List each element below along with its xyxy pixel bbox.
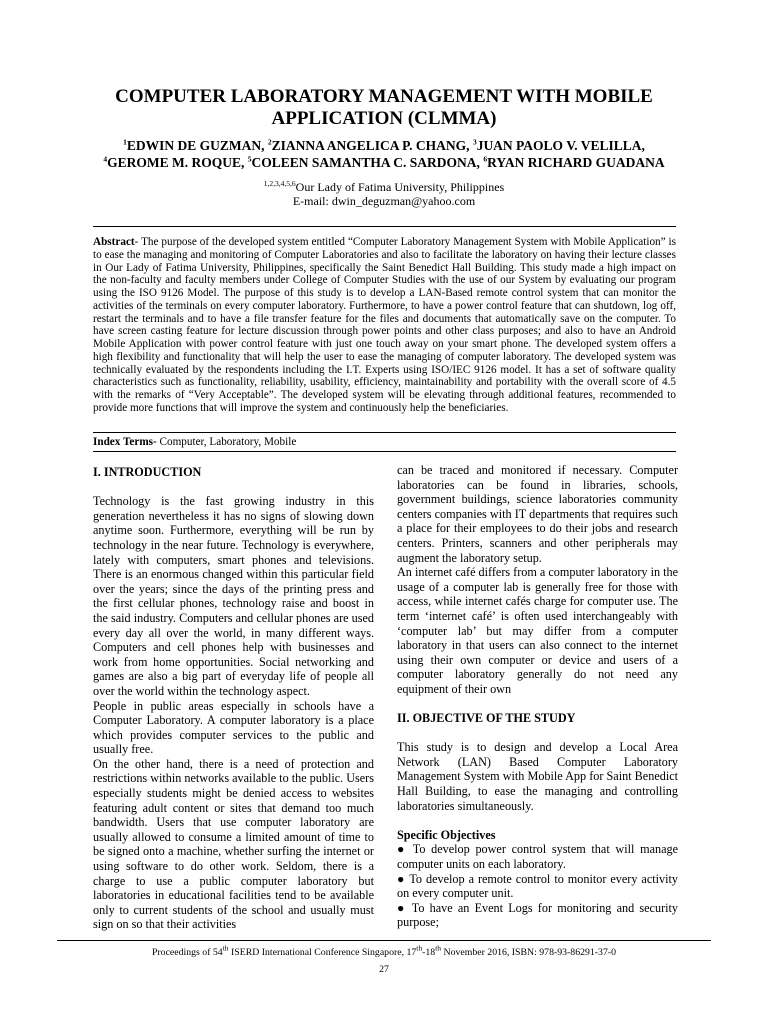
title-line-2: APPLICATION (CLMMA) xyxy=(271,108,497,129)
objective-bullet-2-text: To develop a remote control to monitor every activity on every computer unit. xyxy=(397,871,678,901)
index-terms-label: Index Terms- xyxy=(93,436,157,448)
author-1-name: EDWIN DE GUZMAN, xyxy=(126,138,268,153)
affiliation-block xyxy=(90,180,678,208)
abstract-top-rule xyxy=(93,226,676,227)
author-4-index: 4 xyxy=(103,154,108,164)
abstract xyxy=(93,236,676,415)
proceedings-footer: Proceedings of 54th ISERD International Conference Singapore, 17th-18th November 2016, ISBN: 978-93-86291-37-0 xyxy=(151,943,617,958)
index-terms-bottom-rule xyxy=(93,451,676,452)
affiliation-line xyxy=(90,180,678,194)
objective-bullet-3-text: To have an Event Logs for monitoring and security purpose; xyxy=(397,900,678,930)
author-2-name: ZIANNA ANGELICA P. CHANG, xyxy=(271,138,473,153)
right-column xyxy=(397,463,678,930)
page-number: 27 xyxy=(379,964,389,975)
objective-paragraph: This study is to design and develop a Local Area Network (LAN) Based Computer Laboratory Management System with Mobile App for Saint Benedict Hall Building, to ease the managing and controlling laboratories simultaneously. xyxy=(397,740,678,813)
section-1-heading: I. INTRODUCTION xyxy=(93,465,202,479)
author-3-name: JUAN PAOLO V. VELILLA, xyxy=(476,138,645,153)
author-6-name: RYAN RICHARD GUADANA xyxy=(487,155,665,170)
author-4-name: GEROME M. ROQUE, xyxy=(107,155,248,170)
affiliation-index: 1,2,3,4,5,6 xyxy=(263,179,296,188)
author-email: E-mail: dwin_deguzman@yahoo.com xyxy=(292,194,476,208)
intro-paragraph-3 xyxy=(93,757,374,932)
objective-bullet-1-text: To develop power control system that will manage computer units on each laboratory. xyxy=(397,842,678,872)
intro-paragraph-1: Technology is the fast growing industry in this generation nevertheless it has no signs of slowing down anytime soon. Furthermore, everything will be run by technology in the near future. Technology is everywhere, lately with computers, smart phones and televisions. There is an enormous changed within this particular field over the years; since the days of the printing press and the first cellular phones, technology raise and boost in the said industry. Computers and cellular phones are used every day all over the world, in many different ways. Computers and cell phones help with businesses and work from home opportunities. Social networking and games are also a big part of everyday life of people all over the world within the technology aspect. xyxy=(93,494,374,698)
affiliation-name: Our Lady of Fatima University, Philippines xyxy=(295,180,505,194)
bullet-icon: ● xyxy=(397,871,406,886)
abstract-text: - The purpose of the developed system entitled “Computer Laboratory Management System with Mobile Application” is to ease the managing and monitoring of Computer Laboratories and also to facilitate the laboratory on having their lecture classes in Our Lady of Fatima University, Philippines, specifically the Saint Benedict Hall Building. This study made a high impact on the non-faculty and faculty members under College of Computer Studies with the use of our System by evaluating our program using the ISO 9126 Model. The purpose of this study is to develop a LAN-Based remote control system that can monitor the activities of the terminals on every computer laboratory. Furthermore, to have a power control feature that can shutdown, log off, restart the terminals and to have a file transfer feature for the files and documents that automatically save on the computer. To have screen casting feature for lecture discussion through power points and other class purposes; and also to have an Android Mobile Application with power control feature with just one touch away on your smart phone. The developed system offers a high flexibility and functionality that will help the user to ease the managing of computer laboratory. The developed system was technically evaluated by the respondents including the I.T. Experts using ISO/IEC 9126 model. It has a set of software quality characteristics such as functionality, reliability, usability, efficiency, maintainability and portability with the overall score of 4.5 with the remarks of “Very Acceptable”. The developed system will be elevating through additional features, recommended to provide more functions that will improve the system and continuously help the beneficiaries. xyxy=(93,236,676,414)
footer-rule xyxy=(57,940,711,941)
bullet-icon: ● xyxy=(397,842,408,857)
author-5-index: 5 xyxy=(247,154,252,164)
abstract-label: Abstract xyxy=(93,236,135,248)
specific-objectives-heading: Specific Objectives xyxy=(397,827,496,842)
objective-bullet-3 xyxy=(397,901,678,930)
bullet-icon: ● xyxy=(397,900,407,915)
section-2-heading: II. OBJECTIVE OF THE STUDY xyxy=(397,711,576,726)
objective-bullet-2 xyxy=(397,872,678,901)
index-terms-text: Computer, Laboratory, Mobile xyxy=(156,436,297,448)
intro-paragraph-3-continued: can be traced and monitored if necessary. Computer laboratories can be found in libraries, schools, government buildings, science laboratories community centers companies with IT departments that requires such a place for their employees to do their jobs and research centers. Printers, scanners and other peripherals may augment the laboratory setup. xyxy=(397,463,678,565)
title-line-1: COMPUTER LABORATORY MANAGEMENT WITH MOBILE xyxy=(115,86,653,107)
author-5-name: COLEEN SAMANTHA C. SARDONA, xyxy=(251,155,484,170)
index-terms-top-rule xyxy=(93,432,676,433)
objective-bullet-1 xyxy=(397,842,678,871)
left-column xyxy=(93,465,374,932)
author-1-index: 1 xyxy=(123,137,127,147)
index-terms xyxy=(93,436,676,449)
paper-title xyxy=(90,86,678,130)
intro-paragraph-3-text: On the other hand, there is a need of protection and restrictions within networks available to the public. Users especially students might be denied access to websites featuring adult content or sites that demand too much bandwidth. Users that use computer laboratory are usually allowed to consume a limited amount of time to be signed onto a machine, whether surfing the internet or using software to do other work. Seldom, there is a charge to use a public computer laboratory but laboratories in educational facilities tend to be available only to current students of the school and usually must sign on so that their activities xyxy=(93,756,374,932)
author-6-index: 6 xyxy=(483,154,488,164)
intro-paragraph-4: An internet café differs from a computer laboratory in the usage of a computer lab is generally free for those with access, while internet cafés charge for computer use. The term ‘internet café’ is often used interchangeably with ‘computer lab’ but may differ from a computer laboratory in that users can also connect to the internet using their own computer or device and users of a computer laboratory generally do not need any equipment of their own xyxy=(397,565,678,696)
author-3-index: 3 xyxy=(472,137,477,147)
author-list xyxy=(92,137,676,171)
intro-paragraph-2: People in public areas especially in schools have a Computer Laboratory. A computer laboratory is a place which provides computer services to the public and usually free. xyxy=(93,698,374,757)
author-2-index: 2 xyxy=(267,137,272,147)
